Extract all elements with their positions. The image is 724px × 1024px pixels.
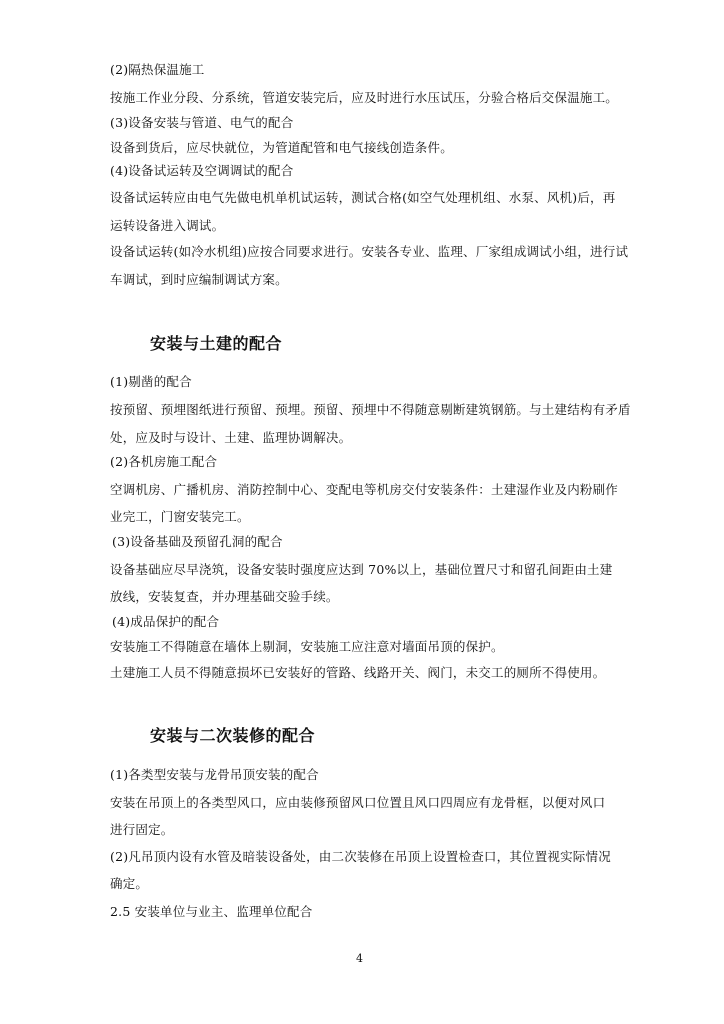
paragraph-line: 进行固定。 xyxy=(110,822,174,837)
subtitle-commissioning: (4)设备试运转及空调调试的配合 xyxy=(110,163,294,178)
paragraph-line: 车调试，到时应编制调试方案。 xyxy=(110,272,288,287)
section-2-5-title: 2.5 安装单位与业主、监理单位配合 xyxy=(110,904,313,919)
subtitle-equipment-piping: (3)设备安装与管道、电气的配合 xyxy=(110,115,294,130)
paragraph-line: 设备试运转(如冷水机组)应按合同要求进行。安装各专业、监理、厂家组成调试小组，进行试 xyxy=(110,244,629,259)
paragraph-line: 放线，安装复查，并办理基础交验手续。 xyxy=(110,589,339,604)
paragraph-line: 设备到货后，应尽快就位，为管道配管和电气接线创造条件。 xyxy=(110,140,453,155)
paragraph-line: 安装施工不得随意在墙体上剔洞，安装施工应注意对墙面吊顶的保护。 xyxy=(110,639,504,654)
paragraph-line: 空调机房、广播机房、消防控制中心、变配电等机房交付安装条件：土建湿作业及内粉刷作 xyxy=(110,482,619,497)
paragraph-line: 业完工，门窗安装完工。 xyxy=(110,509,250,524)
item-title: (2)各机房施工配合 xyxy=(110,454,218,469)
paragraph-line: 按施工作业分段、分系统，管道安装完后，应及时进行水压试压，分验合格后交保温施工。 xyxy=(110,90,619,105)
paragraph-line: 设备基础应尽早浇筑，设备安装时强度应达到 70%以上，基础位置尺寸和留孔间距由土建 xyxy=(110,562,613,577)
item-title: (1)各类型安装与龙骨吊顶安装的配合 xyxy=(110,767,319,782)
page-number: 4 xyxy=(356,952,363,965)
paragraph-line: 确定。 xyxy=(110,876,149,891)
item-title: (4)成品保护的配合 xyxy=(112,614,220,629)
paragraph-line: 土建施工人员不得随意损坏已安装好的管路、线路开关、阀门，未交工的厕所不得使用。 xyxy=(110,665,606,680)
heading-civil-coordination: 安装与土建的配合 xyxy=(150,334,283,353)
paragraph-line: 处，应及时与设计、土建、监理协调解决。 xyxy=(110,430,352,445)
paragraph-line: 按预留、预埋图纸进行预留、预埋。预留、预埋中不得随意剔断建筑钢筋。与土建结构有矛盾 xyxy=(110,402,631,417)
paragraph-line: 运转设备进入调试。 xyxy=(110,218,225,233)
heading-decoration-coordination: 安装与二次装修的配合 xyxy=(150,726,316,745)
paragraph-line: 安装在吊顶上的各类型风口，应由装修预留风口位置且风口四周应有龙骨框，以便对风口 xyxy=(110,795,606,810)
item-title: (1)剔凿的配合 xyxy=(110,374,192,389)
subtitle-insulation: (2)隔热保温施工 xyxy=(110,62,205,77)
paragraph-line: (2)凡吊顶内设有水管及暗装设备处，由二次装修在吊顶上设置检查口，其位置视实际情况 xyxy=(110,849,611,864)
paragraph-line: 设备试运转应由电气先做电机单机试运转，测试合格(如空气处理机组、水泵、风机)后，再 xyxy=(110,190,616,205)
item-title: (3)设备基础及预留孔洞的配合 xyxy=(112,534,283,549)
